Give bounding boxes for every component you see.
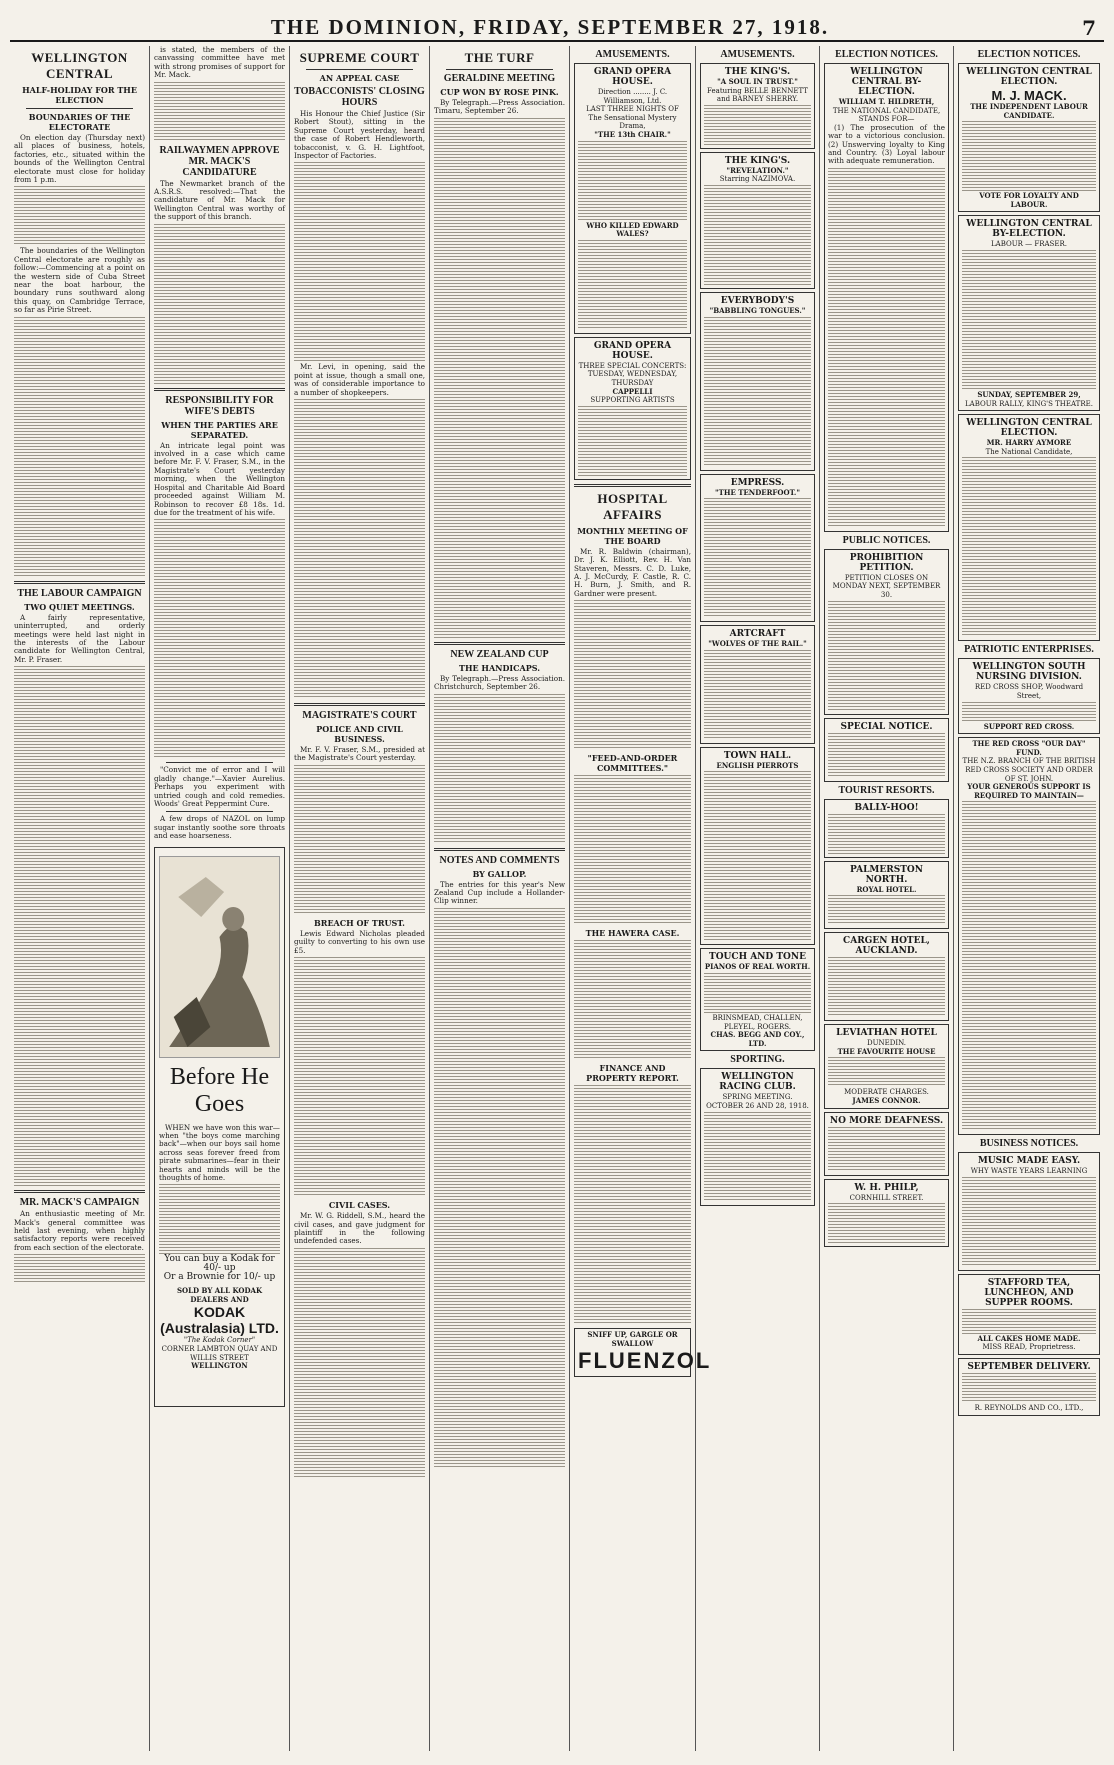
ad-text — [962, 1177, 1096, 1267]
ad-heading: WELLINGTON SOUTH NURSING DIVISION. — [972, 662, 1086, 683]
advert-prohibition-petition — [824, 549, 949, 715]
article-paragraph: An enthusiastic meeting of Mr. Mack's general committee was held last evening, when highly satisfactory reports were received from each section of the electorate. — [14, 1209, 145, 1252]
ad-text — [962, 250, 1096, 390]
sub-half-holiday: HALF-HOLIDAY FOR THE ELECTION — [22, 85, 137, 105]
advert-racing-club — [700, 1068, 815, 1205]
ad-heading: STAFFORD TEA, LUNCHEON, AND SUPPER ROOMS. — [984, 1277, 1074, 1308]
heading-wellington-central: WELLINGTON CENTRAL — [31, 50, 128, 81]
section-patriotic: PATRIOTIC ENTERPRISES. — [964, 644, 1094, 656]
body-text — [574, 1085, 691, 1325]
body-text — [14, 317, 145, 577]
sub-parties-separated: WHEN THE PARTIES ARE SEPARATED. — [161, 419, 278, 440]
ad-text — [704, 105, 811, 145]
ad-line: SUPPORT RED CROSS. — [983, 721, 1075, 731]
heading-supreme-court: SUPREME COURT — [299, 50, 420, 65]
article-paragraph: A fairly representative, uninterrupted, and orderly meetings were held last night in the interests of the Labour candidate for Wellington Central, Mr. P. Fraser. — [14, 612, 145, 664]
article-paragraph: An intricate legal point was involved in a case which came before Mr. F. V. Fraser, S.M., in the Magistrate's Court yesterday morning, when the Wellington Hospital and Charitable Aid Board proceeded against William M. Robinson to recover £8 18s. 1d. due for the treatment of his wife. — [154, 440, 285, 517]
ad-line: TUESDAY, WEDNESDAY, THURSDAY — [587, 370, 678, 387]
ad-heading: THE KING'S. — [724, 67, 791, 77]
advert-september-delivery — [958, 1358, 1100, 1416]
advert-town-hall — [700, 747, 815, 946]
heading-magistrates-court: MAGISTRATE'S COURT — [302, 710, 417, 722]
ad-body: (1) The prosecution of the war to a victorious conclusion. (2) Unswerving loyalty to King and Country. (3) Loyal labour with adequate remuneration. — [828, 122, 945, 166]
ad-text — [828, 1203, 945, 1243]
kodak-headline: Before He Goes — [169, 1063, 270, 1117]
advert-aymore — [958, 414, 1100, 641]
article-paragraph: Mr. F. V. Fraser, S.M., presided at the Magistrate's Court yesterday. — [294, 745, 425, 763]
ad-heading: NO MORE DEAFNESS. — [829, 1115, 944, 1126]
kodak-price-kodak: You can buy a Kodak for 40/- up — [164, 1254, 275, 1273]
advert-nursing-division — [958, 658, 1100, 734]
section-amusements-2: AMUSEMENTS. — [720, 49, 795, 60]
ad-line: SPRING MEETING. OCTOBER 26 AND 28, 1918. — [706, 1093, 809, 1110]
heading-nz-cup: NEW ZEALAND CUP — [450, 648, 549, 660]
kodak-price-brownie: Or a Brownie for 10/- up — [163, 1271, 276, 1282]
article-paragraph: The Newmarket branch of the A.S.R.S. resolved:—That the candidature of Mr. Mack for Wellington Central was worthy of the support of this branch. — [154, 178, 285, 222]
ad-heading: THE KING'S. — [724, 155, 791, 166]
divider — [306, 69, 413, 70]
sub-civil-cases: CIVIL CASES. — [328, 1200, 391, 1211]
ad-heading: EMPRESS. — [730, 477, 785, 488]
article-paragraph: By Telegraph.—Press Association. Timaru, September 26. — [434, 98, 565, 116]
advert-nazol: A few drops of NAZOL on lump sugar instantly soothe sore throats and ease hoarseness. — [154, 814, 285, 841]
ad-line: LAST THREE NIGHTS OF — [586, 105, 679, 114]
handicap-table — [434, 694, 565, 844]
advert-red-cross-our-day — [958, 737, 1100, 1135]
ad-heading: W. H. PHILP, — [854, 1182, 919, 1193]
ad-line: CORNHILL STREET. — [849, 1193, 924, 1202]
ad-heading: LEVIATHAN HOTEL — [836, 1028, 937, 1039]
ad-line: PIANOS OF REAL WORTH. — [704, 962, 811, 972]
kodak-corner: "The Kodak Corner" — [183, 1336, 256, 1345]
kodak-advertisement — [154, 847, 285, 1407]
ad-heading: BALLY-HOO! — [854, 802, 919, 813]
advert-fraser — [958, 215, 1100, 411]
ad-line: PETITION CLOSES ON MONDAY NEXT, SEPTEMBER 30. — [832, 573, 941, 599]
ad-text — [962, 1309, 1096, 1334]
page-number: 7 — [1082, 16, 1096, 40]
divider — [294, 703, 425, 706]
article-paragraph: By Telegraph.—Press Association. Christchurch, September 26. — [434, 673, 565, 692]
ad-line: CHAS. BEGG AND COY., LTD. — [710, 1030, 805, 1048]
advert-philp — [824, 1179, 949, 1248]
divider — [434, 642, 565, 645]
article-paragraph: The entries for this year's New Zealand Cup include a Hollander-Clip winner. — [434, 879, 565, 906]
heading-wifes-debts: RESPONSIBILITY FOR WIFE'S DEBTS — [165, 394, 274, 417]
fluenzol-brand: FLUENZOL — [578, 1348, 712, 1374]
ad-text — [828, 168, 945, 528]
kodak-address: CORNER LAMBTON QUAY AND WILLIS STREET — [161, 1344, 278, 1362]
ad-line: JAMES CONNOR. — [852, 1095, 921, 1105]
section-election-notices-2: ELECTION NOTICES. — [977, 49, 1081, 60]
section-business-notices: BUSINESS NOTICES. — [979, 1138, 1079, 1150]
ad-text — [578, 406, 687, 476]
ad-line: MODERATE CHARGES. — [844, 1088, 929, 1097]
sub-police-civil: POLICE AND CIVIL BUSINESS. — [316, 724, 403, 745]
ad-line: YOUR GENEROUS SUPPORT IS REQUIRED TO MAINTAIN— — [967, 782, 1091, 800]
section-amusements: AMUSEMENTS. — [595, 49, 670, 60]
advert-special-notice — [824, 718, 949, 782]
ad-text — [704, 650, 811, 740]
advert-pianos — [700, 948, 815, 1051]
ad-line: "THE TENDERFOOT." — [715, 487, 800, 497]
ad-line: The Sensational Mystery Drama, — [588, 113, 677, 131]
ad-line: Starring NAZIMOVA. — [719, 175, 796, 184]
body-text — [574, 600, 691, 750]
ad-heading: WELLINGTON CENTRAL ELECTION. — [966, 67, 1092, 87]
ad-text — [578, 240, 687, 330]
divider — [434, 848, 565, 851]
ad-text — [704, 185, 811, 285]
article-paragraph: Mr. R. Baldwin (chairman), Dr. J. K. Elliott, Rev. H. Van Staveren, Messrs. C. D. Luke, A. J. McCurdy, F. Castle, R. C. H. Burn, J. Smith, and R. Gardner were present. — [574, 546, 691, 598]
sub-feed-order: "FEED-AND-ORDER COMMITTEES." — [587, 753, 678, 774]
article-paragraph: His Honour the Chief Justice (Sir Robert Stout), sitting in the Supreme Court yesterday, heard the case of Robert Hendleworth, tobacconist, v. G. H. Lightfoot, Inspector of Factories. — [294, 109, 425, 161]
ad-line: ALL CAKES HOME MADE. — [977, 1333, 1081, 1343]
ad-text — [828, 814, 945, 854]
body-text — [14, 186, 145, 246]
column-6 — [696, 46, 820, 1751]
advert-grand-opera-house-2 — [574, 337, 691, 480]
divider — [154, 388, 285, 391]
body-text — [294, 957, 425, 1197]
masthead-title: THE DOMINION, FRIDAY, SEPTEMBER 27, 1918. — [270, 15, 830, 39]
ad-line: ROYAL HOTEL. — [856, 884, 917, 894]
sub-geraldine: GERALDINE MEETING — [443, 73, 556, 84]
soldier-illustration-icon — [160, 857, 279, 1057]
ad-heading: WELLINGTON CENTRAL ELECTION. — [966, 418, 1092, 439]
ad-text — [704, 771, 811, 941]
advert-bally-hoo — [824, 799, 949, 858]
soldier-photo-illustration — [159, 856, 280, 1058]
ad-heading: SPECIAL NOTICE. — [840, 721, 933, 732]
ad-text — [828, 1057, 945, 1087]
sub-by-gallop: BY GALLOP. — [472, 868, 527, 879]
kodak-city: WELLINGTON — [191, 1361, 248, 1371]
advert-artcraft — [700, 625, 815, 744]
ad-line: DUNEDIN. — [866, 1039, 907, 1048]
ad-line: Direction ........ J. C. Williamson, Ltd. — [597, 88, 668, 105]
divider — [26, 108, 133, 109]
column-7 — [820, 46, 954, 1751]
columns — [10, 46, 1104, 1751]
body-text — [14, 1254, 145, 1284]
ad-line: "A SOUL IN TRUST." — [717, 77, 798, 86]
advert-mack — [958, 63, 1100, 212]
ad-heading: WELLINGTON CENTRAL BY-ELECTION. — [966, 219, 1092, 240]
column-3 — [290, 46, 430, 1751]
advert-no-more-deafness — [824, 1112, 949, 1176]
sub-breach-of-trust: BREACH OF TRUST. — [314, 917, 405, 928]
advert-kings-1 — [700, 63, 815, 149]
divider — [166, 811, 273, 812]
advert-empress — [700, 474, 815, 623]
body-text — [574, 940, 691, 1060]
article-paragraph: is stated, the members of the canvassing committee have met with strong promises of support for Mr. Mack. — [154, 45, 285, 80]
advert-cargen-hotel — [824, 932, 949, 1021]
kodak-body: WHEN we have won this war—when "the boys come marching back"—when our boys sail home across seas forever freed from pirate submarines—fear in their hearts and minds will be the thoughts of home. — [159, 1122, 280, 1182]
ad-line: THE N.Z. BRANCH OF THE BRITISH RED CROSS SOCIETY AND ORDER OF ST. JOHN. — [962, 757, 1096, 783]
ad-line: SUPPORTING ARTISTS — [590, 396, 675, 405]
sub-hawera-case: THE HAWERA CASE. — [585, 928, 680, 939]
ad-text — [962, 1373, 1096, 1403]
ad-text — [962, 702, 1096, 722]
ad-line: THREE SPECIAL CONCERTS: — [578, 361, 687, 370]
kodak-dealers: SOLD BY ALL KODAK DEALERS AND — [176, 1286, 263, 1304]
advert-grand-opera-house-1 — [574, 63, 691, 334]
sub-handicaps: THE HANDICAPS. — [458, 662, 541, 673]
ad-text — [828, 1127, 945, 1172]
divider — [14, 1190, 145, 1193]
advert-leviathan-hotel — [824, 1024, 949, 1108]
ad-line: ENGLISH PIERROTS — [716, 760, 799, 770]
body-text — [294, 399, 425, 699]
body-text — [434, 908, 565, 1468]
race-results — [434, 118, 565, 638]
ad-line: WHY WASTE YEARS LEARNING — [970, 1167, 1088, 1176]
ad-line: RED CROSS SHOP, Woodward Street, — [974, 683, 1084, 700]
fluenzol-tagline: SNIFF UP, GARGLE OR SWALLOW — [587, 1330, 678, 1348]
ad-line: WHO KILLED EDWARD WALES? — [586, 220, 679, 239]
article-paragraph: On election day (Thursday next) all places of business, hotels, factories, etc., situated within the bounds of the Wellington Central electorate must close for holiday from 1 p.m. — [14, 133, 145, 185]
ad-line: "THE 13th CHAIR." — [594, 129, 671, 139]
ad-line: BRINSMEAD, CHALLEN, PLEYEL, ROGERS. — [712, 1013, 803, 1031]
ad-text — [828, 957, 945, 1017]
ad-line: THE FAVOURITE HOUSE — [837, 1046, 936, 1056]
advert-everybodys — [700, 292, 815, 471]
heading-hospital-affairs: HOSPITAL AFFAIRS — [597, 490, 668, 522]
ad-text — [704, 973, 811, 1013]
ad-line: R. REYNOLDS AND CO., LTD., — [974, 1404, 1084, 1413]
body-text — [294, 765, 425, 915]
ad-line: LABOUR — FRASER. — [991, 240, 1067, 249]
advert-royal-hotel — [824, 861, 949, 930]
column-1 — [10, 46, 150, 1751]
ad-heading: PROHIBITION PETITION. — [849, 552, 924, 573]
ad-heading: MUSIC MADE EASY. — [977, 1156, 1081, 1167]
sub-rose-pink: CUP WON BY ROSE PINK. — [440, 87, 559, 97]
column-4 — [430, 46, 570, 1751]
body-text — [574, 775, 691, 925]
ad-heading: CARGEN HOTEL, AUCKLAND. — [843, 936, 930, 957]
ad-text — [828, 733, 945, 778]
ad-line: MR. HARRY AYMORE — [986, 438, 1072, 448]
sub-appeal-case: AN APPEAL CASE — [319, 73, 400, 83]
ad-line: THE RED CROSS "OUR DAY" FUND. — [972, 739, 1086, 757]
ad-heading: EVERYBODY'S — [720, 295, 795, 306]
section-public-notices: PUBLIC NOTICES. — [842, 534, 931, 546]
ad-text — [704, 1112, 811, 1202]
heading-the-turf: THE TURF — [464, 50, 535, 65]
article-paragraph: Lewis Edward Nicholas pleaded guilty to converting to his own use £5. — [294, 928, 425, 955]
column-2 — [150, 46, 290, 1751]
ad-line: CAPPELLI — [612, 386, 653, 396]
article-paragraph: Mr. W. G. Riddell, S.M., heard the civil cases, and gave judgment for plaintiff in the following undefended cases. — [294, 1211, 425, 1246]
ad-text — [704, 498, 811, 618]
column-8 — [954, 46, 1104, 1751]
ad-heading: GRAND OPERA HOUSE. — [593, 67, 672, 87]
kodak-brand: KODAK (Australasia) LTD. — [160, 1304, 279, 1337]
body-text — [154, 519, 285, 759]
ad-heading: TOUCH AND TONE — [709, 952, 806, 963]
body-text — [154, 224, 285, 384]
advert-stafford-tea — [958, 1274, 1100, 1355]
body-text — [154, 82, 285, 142]
column-5 — [570, 46, 712, 1751]
body-text — [294, 162, 425, 362]
ad-line: THE NATIONAL CANDIDATE, STANDS FOR— — [832, 106, 941, 124]
article-paragraph: The boundaries of the Wellington Central electorate are roughly as follow:—Commencing at a point on the western side of Cuba Street near the boat harbour, the boundary runs southward along this quay, on Cambridge Terrace, so far as Pirie Street. — [14, 246, 145, 315]
advert-peppermint-cure: "Convict me of error and I will gladly change."—Xavier Aurelius. Perhaps you experiment with untried cough and cold remedies. Woods' Great Peppermint Cure. — [154, 765, 285, 808]
ad-heading: GRAND OPERA HOUSE. — [593, 340, 672, 361]
ad-heading: PALMERSTON NORTH. — [850, 864, 923, 885]
ad-heading: WELLINGTON RACING CLUB. — [719, 1072, 796, 1093]
ad-heading: SEPTEMBER DELIVERY. — [967, 1362, 1091, 1373]
masthead — [10, 6, 1104, 42]
ad-line: MISS READ, Proprietress. — [982, 1343, 1076, 1352]
ad-line: "REVELATION." — [726, 165, 789, 175]
ad-text — [704, 317, 811, 467]
sub-finance-property: FINANCE AND PROPERTY REPORT. — [586, 1063, 679, 1084]
ad-heading: WELLINGTON CENTRAL BY-ELECTION. — [850, 67, 923, 97]
ad-line: "WOLVES OF THE RAIL." — [708, 639, 807, 649]
divider — [166, 762, 273, 763]
divider — [446, 69, 553, 70]
ad-line: VOTE FOR LOYALTY AND LABOUR. — [979, 191, 1079, 209]
section-sporting: SPORTING. — [730, 1054, 785, 1066]
sub-monthly-meeting: MONTHLY MEETING OF THE BOARD — [577, 525, 688, 546]
ad-line: "BABBLING TONGUES." — [709, 305, 806, 315]
heading-mack-campaign: MR. MACK'S CAMPAIGN — [19, 1197, 140, 1209]
ad-line: Featuring BELLE BENNETT and BARNEY SHERRY. — [707, 86, 808, 104]
ad-text — [578, 141, 687, 221]
ad-heading: TOWN HALL. — [723, 750, 792, 761]
ad-text — [828, 601, 945, 711]
ad-text — [962, 457, 1096, 637]
advert-hildreth — [824, 63, 949, 532]
heading-labour-campaign: THE LABOUR CAMPAIGN — [17, 587, 142, 599]
body-text — [159, 1184, 280, 1254]
body-text — [294, 1248, 425, 1478]
ad-line: The National Candidate, — [985, 447, 1073, 456]
ad-line: THE INDEPENDENT LABOUR CANDIDATE. — [970, 102, 1088, 120]
heading-notes-comments: NOTES AND COMMENTS — [439, 854, 560, 866]
section-election-notices: ELECTION NOTICES. — [835, 49, 938, 60]
advert-music-made-easy — [958, 1152, 1100, 1271]
sub-boundaries: BOUNDARIES OF THE ELECTORATE — [28, 112, 131, 132]
ad-candidate: M. J. MACK. — [991, 88, 1067, 103]
divider — [574, 484, 691, 487]
body-text — [14, 666, 145, 1186]
ad-heading: ARTCRAFT — [729, 629, 786, 640]
ad-text — [828, 895, 945, 925]
sub-tobacconists: TOBACCONISTS' CLOSING HOURS — [294, 86, 425, 108]
sub-two-quiet-meetings: TWO QUIET MEETINGS. — [24, 601, 135, 612]
divider — [14, 581, 145, 584]
ad-line: WILLIAM T. HILDRETH, — [838, 97, 935, 106]
article-paragraph: Mr. Levi, in opening, said the point at issue, though a small one, was of considerable importance to a number of shopkeepers. — [294, 362, 425, 397]
advert-fluenzol — [574, 1328, 712, 1377]
ad-text — [962, 801, 1096, 1131]
newspaper-page — [10, 6, 1104, 1751]
ad-line: LABOUR RALLY, KING'S THEATRE. — [965, 399, 1093, 408]
heading-railwaymen: RAILWAYMEN APPROVE MR. MACK'S CANDIDATURE — [159, 144, 280, 178]
ad-text — [962, 121, 1096, 191]
ad-line: SUNDAY, SEPTEMBER 29, — [977, 389, 1081, 399]
advert-kings-2 — [700, 152, 815, 289]
section-tourist-resorts: TOURIST RESORTS. — [838, 784, 935, 796]
